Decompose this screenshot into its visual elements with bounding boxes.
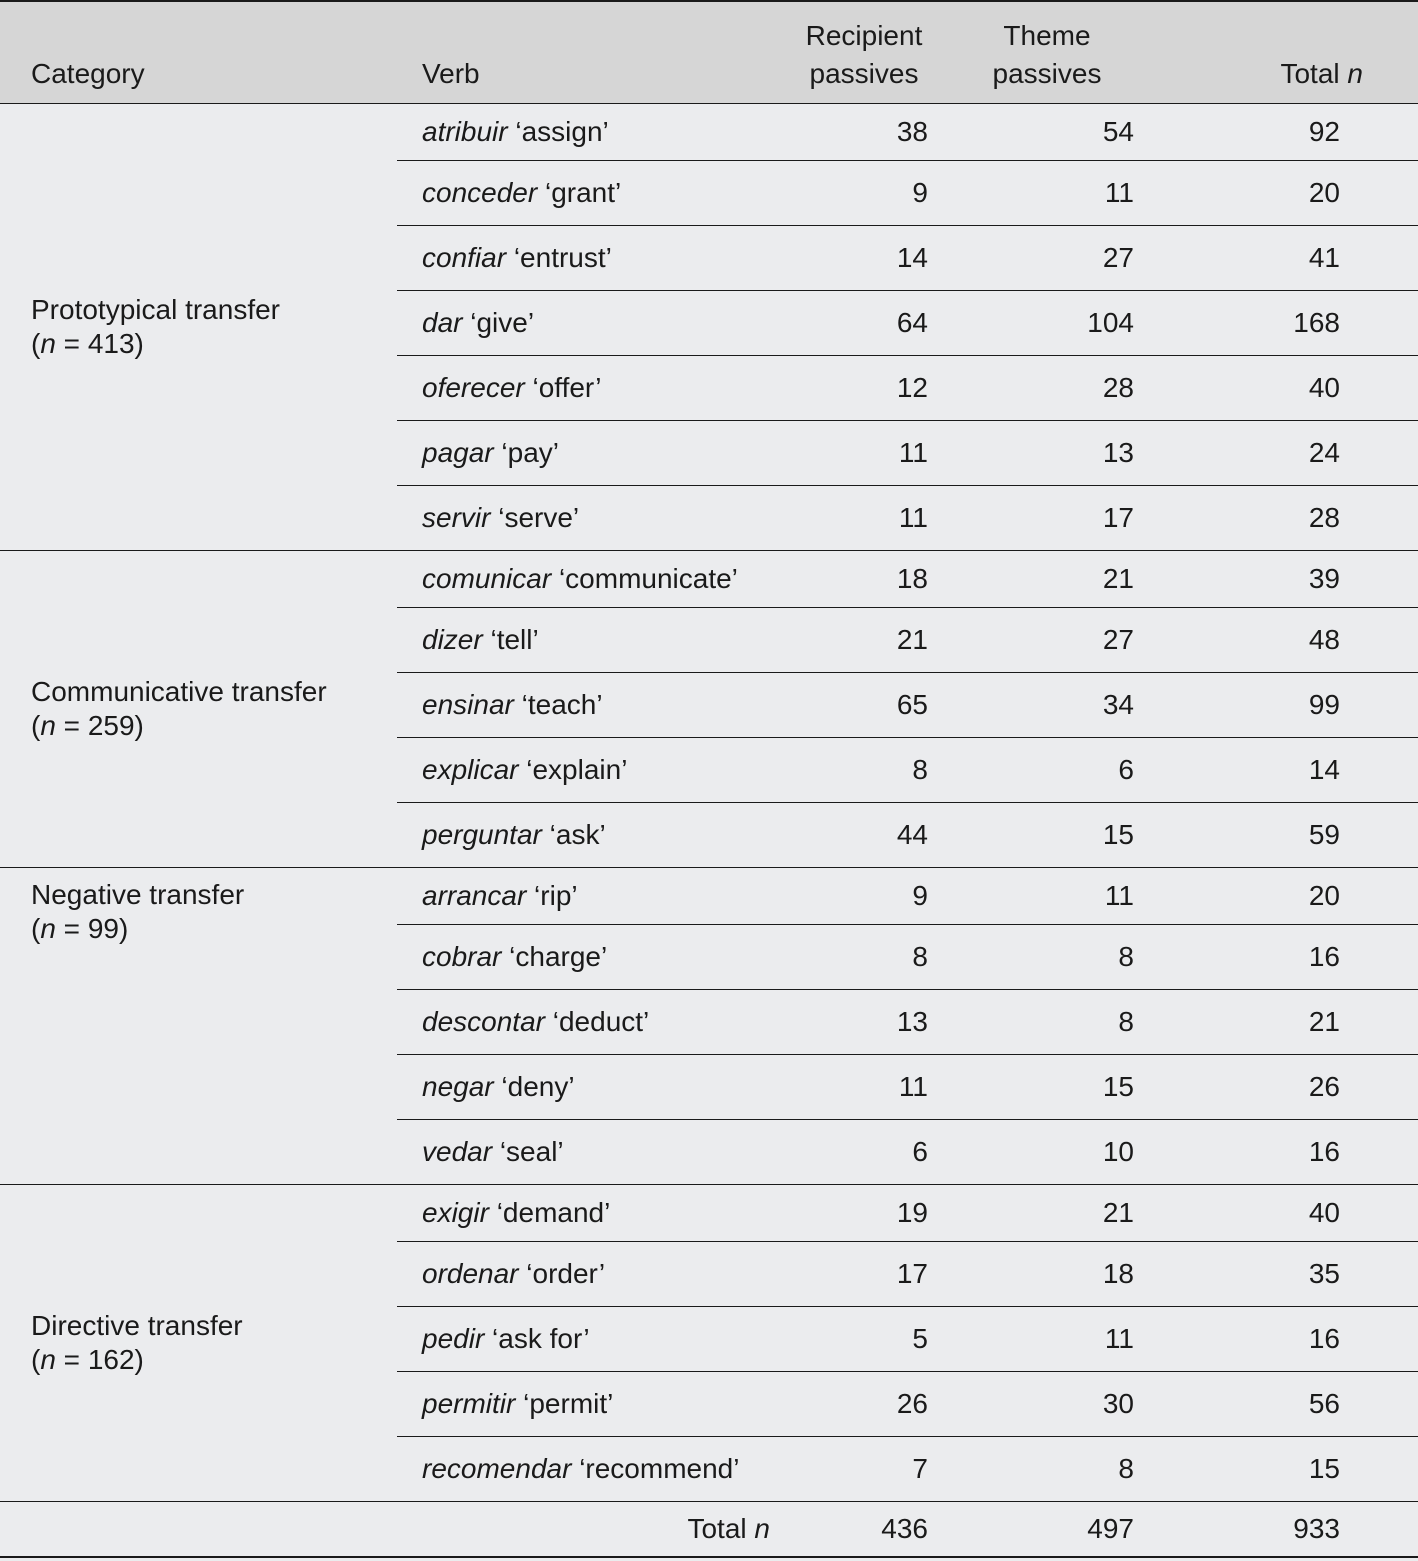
verb-gloss: ‘ask’ (549, 818, 606, 850)
recipient-passives-cell: 11 (784, 1054, 944, 1119)
header-recipient-passives (784, 1, 944, 103)
total-label-var: n (754, 1512, 770, 1544)
verb-cell (397, 160, 784, 225)
verb-form: exigir (422, 1196, 489, 1228)
verb-cell (397, 924, 784, 989)
category-cell (0, 103, 397, 550)
verb-gloss: ‘grant’ (544, 176, 622, 208)
header-recipient-line1: Recipient (805, 19, 923, 51)
category-count-var: n (40, 327, 56, 359)
table-row (0, 103, 1418, 160)
theme-passives-cell: 18 (944, 1241, 1150, 1306)
total-n-cell: 14 (1150, 737, 1418, 802)
recipient-passives-cell: 26 (784, 1371, 944, 1436)
theme-passives-cell: 8 (944, 924, 1150, 989)
total-empty-cell (0, 1501, 397, 1557)
total-n-cell: 16 (1150, 1119, 1418, 1184)
verb-gloss: ‘entrust’ (513, 241, 612, 273)
theme-passives-cell: 8 (944, 1436, 1150, 1501)
verb-form: confiar (422, 241, 507, 273)
total-n-cell: 40 (1150, 1184, 1418, 1241)
verb-form: recomendar (422, 1452, 572, 1484)
header-row (0, 1, 1418, 103)
total-n-cell: 41 (1150, 225, 1418, 290)
verb-gloss: ‘permit’ (523, 1387, 614, 1419)
category-cell (0, 550, 397, 867)
theme-passives-cell: 15 (944, 802, 1150, 867)
category-cell (0, 1184, 397, 1501)
category-name: Negative transfer (31, 878, 245, 910)
total-n-cell: 35 (1150, 1241, 1418, 1306)
category-name: Directive transfer (31, 1309, 243, 1341)
category-count-var: n (40, 709, 56, 741)
theme-passives-cell: 6 (944, 737, 1150, 802)
theme-passives-cell: 15 (944, 1054, 1150, 1119)
verb-gloss: ‘seal’ (499, 1135, 564, 1167)
verb-cell (397, 1436, 784, 1501)
verb-gloss: ‘teach’ (521, 688, 603, 720)
header-total-var: n (1347, 57, 1363, 89)
total-n-cell: 16 (1150, 1306, 1418, 1371)
recipient-passives-cell: 9 (784, 160, 944, 225)
header-theme-passives (944, 1, 1150, 103)
verb-gloss: ‘recommend’ (579, 1452, 740, 1484)
verb-form: pagar (422, 436, 494, 468)
verb-gloss: ‘offer’ (532, 371, 602, 403)
category-count-prefix: ( (31, 912, 41, 944)
table-row (0, 550, 1418, 607)
header-total-n (1150, 1, 1418, 103)
recipient-passives-cell: 19 (784, 1184, 944, 1241)
category-count-value: = 162) (55, 1343, 144, 1375)
verb-gloss: ‘explain’ (526, 753, 628, 785)
recipient-passives-cell: 64 (784, 290, 944, 355)
category-count-value: = 99) (55, 912, 129, 944)
verb-gloss: ‘demand’ (496, 1196, 611, 1228)
category-name: Communicative transfer (31, 675, 327, 707)
verb-gloss: ‘give’ (470, 306, 535, 338)
recipient-passives-cell: 21 (784, 607, 944, 672)
verb-cell (397, 290, 784, 355)
theme-passives-cell: 11 (944, 867, 1150, 924)
verb-cell (397, 867, 784, 924)
verb-cell (397, 1241, 784, 1306)
verb-form: negar (422, 1070, 494, 1102)
total-recipient: 436 (784, 1501, 944, 1557)
theme-passives-cell: 27 (944, 607, 1150, 672)
verb-form: perguntar (422, 818, 542, 850)
category-count-var: n (40, 912, 56, 944)
total-theme: 497 (944, 1501, 1150, 1557)
category-name: Prototypical transfer (31, 293, 280, 325)
recipient-passives-cell: 17 (784, 1241, 944, 1306)
total-n-cell: 24 (1150, 420, 1418, 485)
verb-cell (397, 103, 784, 160)
theme-passives-cell: 54 (944, 103, 1150, 160)
verb-form: arrancar (422, 879, 527, 911)
total-n-cell: 59 (1150, 802, 1418, 867)
verb-form: permitir (422, 1387, 516, 1419)
verb-cell (397, 1371, 784, 1436)
verb-cell (397, 355, 784, 420)
verb-cell (397, 1054, 784, 1119)
verb-form: comunicar (422, 562, 552, 594)
verb-cell (397, 420, 784, 485)
theme-passives-cell: 27 (944, 225, 1150, 290)
recipient-passives-cell: 11 (784, 485, 944, 550)
verb-cell (397, 737, 784, 802)
verb-gloss: ‘serve’ (498, 501, 580, 533)
theme-passives-cell: 11 (944, 160, 1150, 225)
theme-passives-cell: 30 (944, 1371, 1150, 1436)
verb-gloss: ‘order’ (526, 1257, 606, 1289)
recipient-passives-cell: 38 (784, 103, 944, 160)
total-row (0, 1501, 1418, 1557)
header-verb: Verb (397, 1, 784, 103)
recipient-passives-cell: 65 (784, 672, 944, 737)
verb-form: atribuir (422, 115, 508, 147)
verb-gloss: ‘assign’ (515, 115, 609, 147)
verb-cell (397, 550, 784, 607)
total-n-cell: 28 (1150, 485, 1418, 550)
total-n-cell: 15 (1150, 1436, 1418, 1501)
verb-cell (397, 1184, 784, 1241)
recipient-passives-cell: 44 (784, 802, 944, 867)
verb-form: dar (422, 306, 463, 338)
total-n-cell: 56 (1150, 1371, 1418, 1436)
category-count-var: n (40, 1343, 56, 1375)
verb-gloss: ‘deny’ (501, 1070, 575, 1102)
recipient-passives-cell: 5 (784, 1306, 944, 1371)
recipient-passives-cell: 8 (784, 737, 944, 802)
verb-cell (397, 1306, 784, 1371)
total-n-cell: 48 (1150, 607, 1418, 672)
recipient-passives-cell: 7 (784, 1436, 944, 1501)
total-n-cell: 20 (1150, 867, 1418, 924)
verb-form: conceder (422, 176, 538, 208)
category-count-value: = 259) (55, 709, 144, 741)
verb-gloss: ‘pay’ (501, 436, 559, 468)
total-label-text: Total (687, 1512, 747, 1544)
verb-form: oferecer (422, 371, 525, 403)
total-all: 933 (1150, 1501, 1418, 1557)
header-theme-line2: passives (992, 57, 1102, 89)
verb-cell (397, 1119, 784, 1184)
verb-gloss: ‘ask for’ (492, 1322, 590, 1354)
header-recipient-line2: passives (809, 57, 919, 89)
verb-form: descontar (422, 1005, 545, 1037)
verb-cell (397, 802, 784, 867)
theme-passives-cell: 11 (944, 1306, 1150, 1371)
verb-cell (397, 989, 784, 1054)
category-count-value: = 413) (55, 327, 144, 359)
theme-passives-cell: 10 (944, 1119, 1150, 1184)
verb-cell (397, 225, 784, 290)
total-label (397, 1501, 784, 1557)
category-cell (0, 867, 397, 1184)
recipient-passives-cell: 8 (784, 924, 944, 989)
table-row (0, 1184, 1418, 1241)
verb-gloss: ‘communicate’ (558, 562, 738, 594)
verb-cell (397, 485, 784, 550)
verb-form: dizer (422, 623, 483, 655)
theme-passives-cell: 21 (944, 1184, 1150, 1241)
total-n-cell: 16 (1150, 924, 1418, 989)
verb-form: explicar (422, 753, 519, 785)
category-count-prefix: ( (31, 709, 41, 741)
verb-form: vedar (422, 1135, 493, 1167)
total-n-cell: 26 (1150, 1054, 1418, 1119)
verb-cell (397, 672, 784, 737)
theme-passives-cell: 104 (944, 290, 1150, 355)
verb-gloss: ‘deduct’ (552, 1005, 650, 1037)
category-count-prefix: ( (31, 327, 41, 359)
total-n-cell: 21 (1150, 989, 1418, 1054)
verb-form: ordenar (422, 1257, 519, 1289)
recipient-passives-cell: 6 (784, 1119, 944, 1184)
total-n-cell: 40 (1150, 355, 1418, 420)
theme-passives-cell: 28 (944, 355, 1150, 420)
theme-passives-cell: 13 (944, 420, 1150, 485)
header-category: Category (0, 1, 397, 103)
table-body (0, 103, 1418, 1501)
recipient-passives-cell: 11 (784, 420, 944, 485)
total-n-cell: 92 (1150, 103, 1418, 160)
header-theme-line1: Theme (1003, 19, 1091, 51)
recipient-passives-cell: 9 (784, 867, 944, 924)
theme-passives-cell: 8 (944, 989, 1150, 1054)
verb-gloss: ‘tell’ (490, 623, 539, 655)
total-n-cell: 39 (1150, 550, 1418, 607)
total-n-cell: 99 (1150, 672, 1418, 737)
recipient-passives-cell: 13 (784, 989, 944, 1054)
verb-form: servir (422, 501, 491, 533)
verb-cell (397, 607, 784, 672)
total-n-cell: 168 (1150, 290, 1418, 355)
verb-gloss: ‘rip’ (534, 879, 578, 911)
recipient-passives-cell: 14 (784, 225, 944, 290)
theme-passives-cell: 21 (944, 550, 1150, 607)
header-total-label: Total (1280, 57, 1340, 89)
theme-passives-cell: 17 (944, 485, 1150, 550)
theme-passives-cell: 34 (944, 672, 1150, 737)
recipient-passives-cell: 12 (784, 355, 944, 420)
verb-gloss: ‘charge’ (509, 940, 608, 972)
verb-form: ensinar (422, 688, 514, 720)
total-n-cell: 20 (1150, 160, 1418, 225)
table-row (0, 867, 1418, 924)
verb-form: pedir (422, 1322, 485, 1354)
verb-form: cobrar (422, 940, 502, 972)
recipient-passives-cell: 18 (784, 550, 944, 607)
category-count-prefix: ( (31, 1343, 41, 1375)
